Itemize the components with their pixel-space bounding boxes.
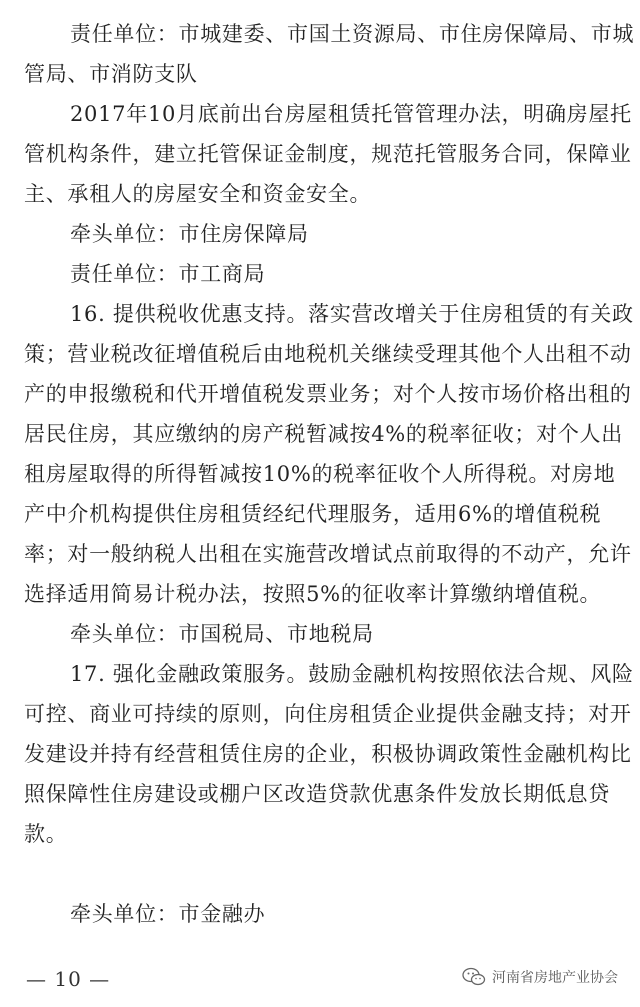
text-line: 选择适用简易计税办法，按照5%的征收率计算缴纳增值税。 — [24, 582, 602, 606]
text-line: 率；对一般纳税人出租在实施营改增试点前取得的不动产，允许 — [24, 542, 632, 566]
text-line: 管机构条件，建立托管保证金制度，规范托管服务合同，保障业 — [24, 142, 632, 166]
text-line: 产中介机构提供住房租赁经纪代理服务，适用6%的增值税税 — [24, 502, 602, 526]
text-line: 牵头单位：市住房保障局 — [70, 222, 309, 246]
text-line: 发建设并持有经营租赁住房的企业，积极协调政策性金融机构比 — [24, 742, 632, 766]
text-line: 牵头单位：市国税局、市地税局 — [70, 622, 374, 646]
text-line: 责任单位：市工商局 — [70, 262, 266, 286]
text-line: 租房屋取得的所得暂减按10%的税率征收个人所得税。对房地 — [24, 462, 616, 486]
text-line: 策；营业税改征增值税后由地税机关继续受理其他个人出租不动 — [24, 342, 632, 366]
watermark-text: 河南省房地产业协会 — [492, 970, 618, 986]
document-body — [24, 14, 635, 934]
text-line: 管局、市消防支队 — [24, 62, 198, 86]
text-line — [24, 854, 614, 894]
text-line: 2017年10月底前出台房屋租赁托管管理办法，明确房屋托 — [70, 102, 632, 126]
text-line: 居民住房，其应缴纳的房产税暂减按4%的税率征收；对个人出 — [24, 422, 623, 446]
text-line: 主、承租人的房屋安全和资金安全。 — [24, 182, 372, 206]
text-line: 可控、商业可持续的原则，向住房租赁企业提供金融支持；对开 — [24, 702, 632, 726]
wechat-icon — [462, 967, 486, 987]
text-line: 牵头单位：市金融办 — [70, 902, 266, 926]
page-number: — 10 — — [26, 967, 111, 991]
text-line: 款。 — [24, 822, 68, 846]
text-line: 责任单位：市城建委、市国土资源局、市住房保障局、市城 — [70, 22, 635, 46]
text-line: 17. 强化金融政策服务。鼓励金融机构按照依法合规、风险 — [70, 662, 634, 686]
watermark — [462, 967, 618, 987]
text-line: 16. 提供税收优惠支持。落实营改增关于住房租赁的有关政 — [70, 302, 634, 326]
text-line: 照保障性住房建设或棚户区改造贷款优惠条件发放长期低息贷 — [24, 782, 610, 806]
page-footer — [0, 965, 640, 993]
text-line: 产的申报缴税和代开增值税发票业务；对个人按市场价格出租的 — [24, 382, 632, 406]
